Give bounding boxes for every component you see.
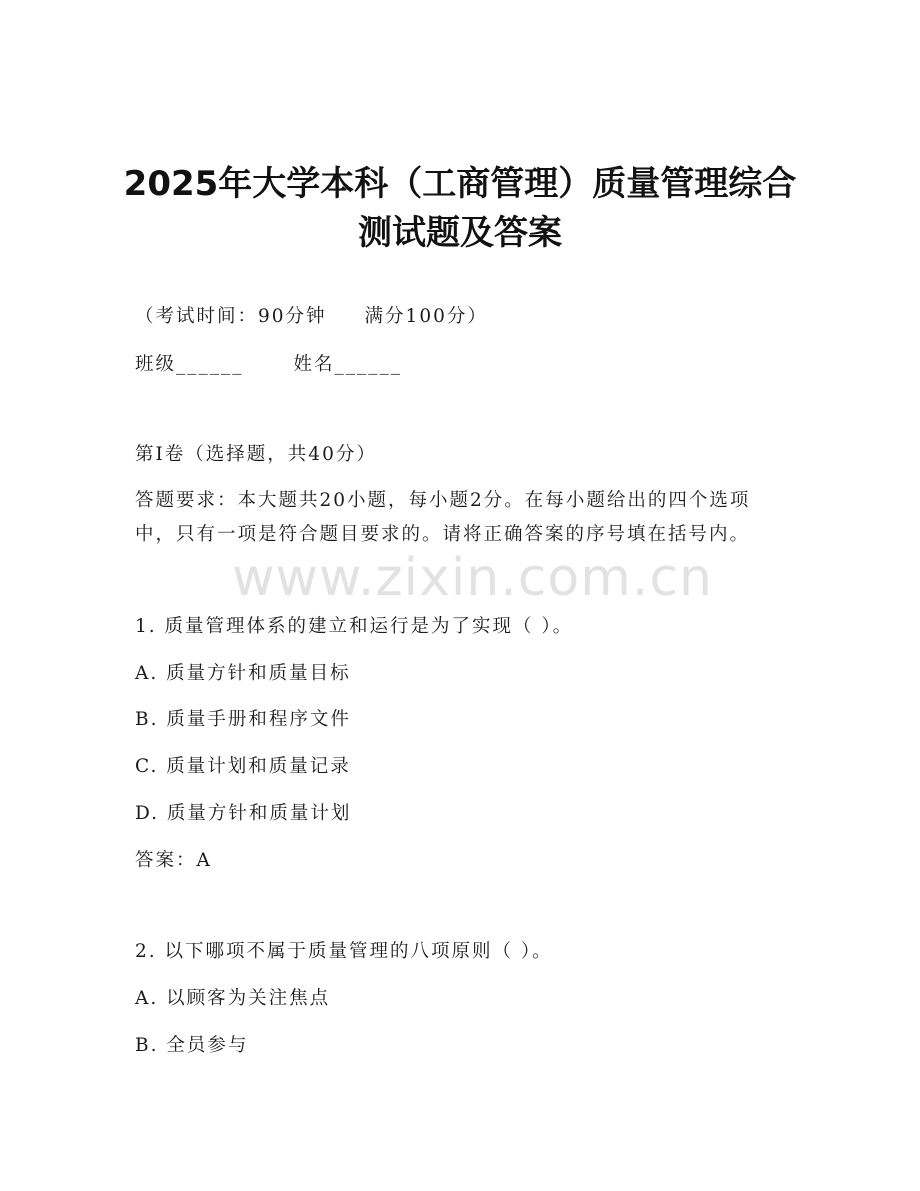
student-info	[135, 350, 402, 376]
question-1-answer: 答案：A	[135, 850, 212, 871]
instructions-line-1: 答题要求：本大题共20小题，每小题2分。在每小题给出的四个选项	[135, 490, 751, 511]
question-1-option-c: C. 质量计划和质量记录	[135, 756, 351, 777]
question-1-option-a: A. 质量方针和质量目标	[135, 663, 351, 684]
exam-full-score: 满分100分）	[364, 306, 488, 327]
question-1-option-b: B. 质量手册和程序文件	[135, 709, 351, 730]
exam-time: （考试时间：90分钟	[135, 306, 327, 327]
document-title-line-2: 测试题及答案	[358, 213, 562, 253]
section-title: 第I卷（选择题，共40分）	[135, 444, 377, 465]
name-field: 姓名______	[293, 354, 403, 375]
question-2-stem: 2. 以下哪项不属于质量管理的八项原则（ ）。	[135, 941, 553, 962]
question-2-option-a: A. 以顾客为关注焦点	[135, 988, 331, 1009]
watermark: www.zixin.com.cn	[232, 548, 713, 608]
instructions-line-2: 中，只有一项是符合题目要求的。请将正确答案的序号填在括号内。	[135, 524, 751, 545]
question-1-stem: 1. 质量管理体系的建立和运行是为了实现（ ）。	[135, 616, 574, 637]
question-1-option-d: D. 质量方针和质量计划	[135, 803, 352, 824]
class-field: 班级______	[135, 354, 244, 375]
question-2-option-b: B. 全员参与	[135, 1035, 249, 1056]
exam-info	[135, 302, 488, 328]
document-title-line-1: 2025年大学本科（工商管理）质量管理综合	[123, 164, 797, 204]
